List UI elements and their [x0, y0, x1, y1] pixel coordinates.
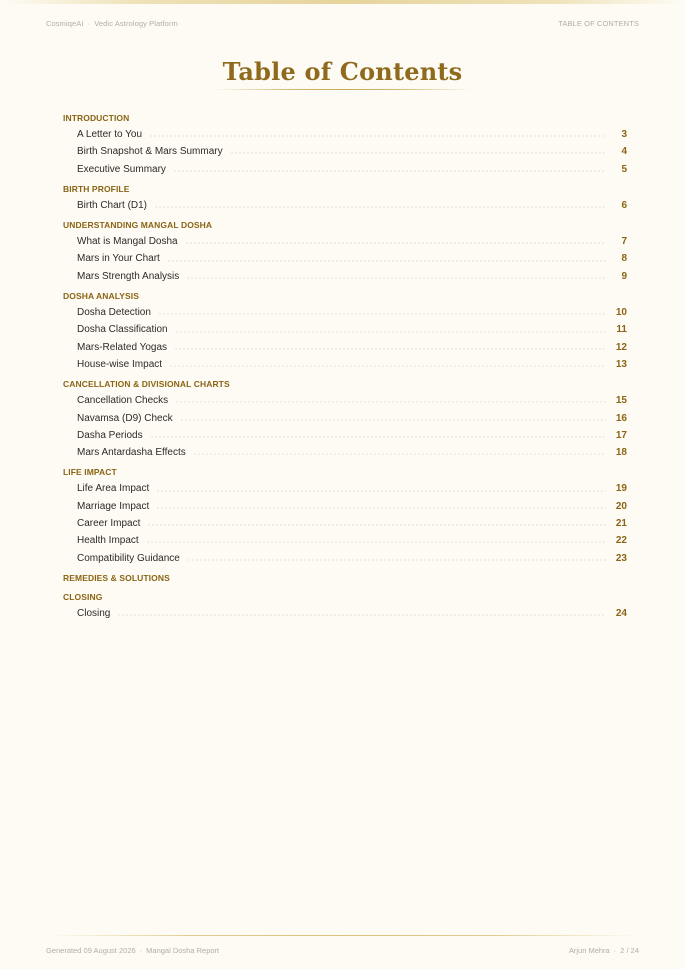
toc-entry[interactable]: [63, 304, 627, 321]
toc-entry-title: Cancellation Checks: [77, 395, 169, 407]
toc-section: [63, 465, 627, 566]
toc-entry-page-number: 8: [621, 253, 627, 265]
toc-entry[interactable]: [63, 427, 627, 444]
toc-entry-page-number: 21: [615, 518, 627, 530]
toc-section-label: INTRODUCTION: [63, 113, 130, 123]
toc-dot-leader: [156, 507, 606, 509]
toc-entry-page-number: 20: [615, 500, 627, 512]
toc-section: [63, 289, 627, 373]
toc-entry-page-number: 7: [621, 236, 627, 248]
toc-section-label: CLOSING: [63, 591, 103, 602]
toc-entry[interactable]: [63, 410, 627, 427]
toc-section: [63, 111, 627, 178]
toc-entry-page-number: 3: [621, 129, 627, 140]
toc-section-label: UNDERSTANDING MANGAL DOSHA: [63, 220, 213, 231]
toc-entry-title: Dasha Periods: [77, 429, 143, 441]
toc-entry-page-number: 6: [621, 199, 627, 211]
toc-dot-leader: [175, 331, 606, 333]
toc-section-label: BIRTH PROFILE: [63, 183, 130, 194]
toc-entry-title: Birth Chart (D1): [77, 199, 148, 211]
toc-entry[interactable]: [63, 356, 627, 373]
toc-entry-title: Mars Antardasha Effects: [77, 447, 186, 459]
toc-entry[interactable]: [63, 605, 627, 622]
toc-dot-leader: [187, 559, 606, 561]
toc-dot-leader: [156, 490, 606, 492]
toc-entry[interactable]: [63, 197, 627, 214]
toc-entry-title: Dosha Detection: [77, 307, 151, 319]
toc-dot-leader: [180, 419, 606, 421]
footer-divider: [46, 935, 639, 936]
toc-entry-title: Dosha Classification: [77, 324, 168, 336]
toc-entry[interactable]: [63, 321, 627, 338]
toc-dot-leader: [158, 313, 606, 315]
toc-entry[interactable]: [63, 126, 627, 143]
footer-right: [569, 946, 639, 955]
toc-dot-leader: [175, 401, 606, 403]
toc-dot-leader: [185, 242, 606, 244]
toc-section-label: DOSHA ANALYSIS: [63, 291, 140, 302]
toc-entry-title: Closing: [77, 607, 111, 619]
toc-entry-title: Navamsa (D9) Check: [77, 412, 173, 424]
toc-dot-leader: [154, 206, 606, 208]
footer-separator-right: ·: [613, 945, 617, 955]
toc-entry[interactable]: [63, 498, 627, 515]
toc-entry-page-number: 10: [615, 307, 627, 319]
toc-entry-title: Marriage Impact: [77, 500, 150, 512]
toc-entry[interactable]: [63, 550, 627, 567]
toc-section-label: REMEDIES & SOLUTIONS: [63, 572, 170, 583]
toc-entry[interactable]: [63, 444, 627, 461]
toc-dot-leader: [149, 135, 606, 137]
toc-entry-page-number: 16: [615, 412, 627, 424]
toc-section: [63, 182, 627, 214]
footer-generated-date: Generated 09 August 2026: [46, 945, 136, 955]
toc-entry[interactable]: [63, 250, 627, 267]
toc-entry-title: Birth Snapshot & Mars Summary: [77, 146, 223, 158]
toc-dot-leader: [174, 348, 606, 350]
footer-page-indicator: 2 / 24: [620, 945, 639, 955]
toc-entry[interactable]: [63, 233, 627, 250]
page-footer: [46, 944, 639, 956]
title-underline: [213, 89, 473, 90]
toc-entry-title: Mars-Related Yogas: [77, 341, 168, 353]
toc-entry-page-number: 18: [615, 447, 627, 459]
toc-dot-leader: [167, 260, 606, 262]
toc-dot-leader: [117, 614, 606, 616]
toc-section: [63, 377, 627, 461]
footer-separator: ·: [139, 945, 143, 955]
toc-dot-leader: [186, 277, 606, 279]
toc-entry-title: What is Mangal Dosha: [77, 236, 178, 248]
toc-entry-page-number: 13: [615, 358, 627, 370]
toc-entry-title: Executive Summary: [77, 163, 166, 175]
toc-entry[interactable]: [63, 143, 627, 160]
page-header: [46, 17, 639, 29]
toc-entry-title: A Letter to You: [77, 129, 143, 140]
toc-entry[interactable]: [63, 161, 627, 178]
toc-dot-leader: [146, 541, 606, 543]
toc-entry-page-number: 22: [615, 535, 627, 547]
header-section-name: TABLE OF CONTENTS: [558, 18, 639, 28]
toc-section-label: CANCELLATION & DIVISIONAL CHARTS: [63, 379, 230, 390]
toc-entry-title: Life Area Impact: [77, 483, 150, 495]
toc-entry[interactable]: [63, 339, 627, 356]
toc-entry-title: Health Impact: [77, 535, 139, 547]
footer-report-name: Mangal Dosha Report: [146, 945, 220, 955]
toc-dot-leader: [169, 365, 606, 367]
toc-entry-page-number: 23: [615, 552, 627, 564]
toc-entry-title: Career Impact: [77, 518, 141, 530]
header-brand-group: [46, 19, 178, 28]
toc-section: [63, 571, 627, 586]
toc-entry-page-number: 9: [621, 270, 627, 282]
header-brand: CosmiqeAI: [46, 18, 84, 28]
toc-entry[interactable]: [63, 480, 627, 497]
toc-entry[interactable]: [63, 268, 627, 285]
toc-entry[interactable]: [63, 515, 627, 532]
toc-entry-title: Mars in Your Chart: [77, 253, 160, 265]
toc-dot-leader: [147, 524, 606, 526]
toc-entry-page-number: 5: [621, 163, 627, 175]
toc-entry-page-number: 11: [616, 324, 627, 336]
toc-entry-title: Mars Strength Analysis: [77, 270, 180, 282]
toc-dot-leader: [173, 170, 606, 172]
top-gold-bar: [0, 0, 685, 4]
toc-dot-leader: [230, 152, 606, 154]
toc-entry-page-number: 4: [621, 146, 627, 158]
toc-entry-page-number: 24: [615, 607, 627, 619]
toc-entry-page-number: 19: [615, 483, 627, 495]
header-platform: Vedic Astrology Platform: [94, 18, 178, 28]
table-of-contents: [63, 111, 627, 626]
toc-dot-leader: [193, 453, 606, 455]
toc-entry-title: Compatibility Guidance: [77, 552, 180, 564]
toc-dot-leader: [150, 436, 606, 438]
toc-section: [63, 218, 627, 285]
toc-entry[interactable]: [63, 532, 627, 549]
page-title: Table of Contents: [222, 57, 463, 86]
toc-entry-page-number: 15: [615, 395, 627, 407]
toc-entry-title: House-wise Impact: [77, 358, 163, 370]
title-block: [0, 56, 685, 90]
toc-entry-page-number: 17: [615, 429, 627, 441]
header-separator: ·: [87, 18, 91, 28]
toc-entry-page-number: 12: [615, 341, 627, 353]
toc-entry[interactable]: [63, 392, 627, 409]
footer-left: [46, 946, 219, 955]
footer-client-name: Arjun Mehra: [568, 945, 610, 955]
toc-section-label: LIFE IMPACT: [63, 467, 117, 478]
toc-section: [63, 590, 627, 622]
